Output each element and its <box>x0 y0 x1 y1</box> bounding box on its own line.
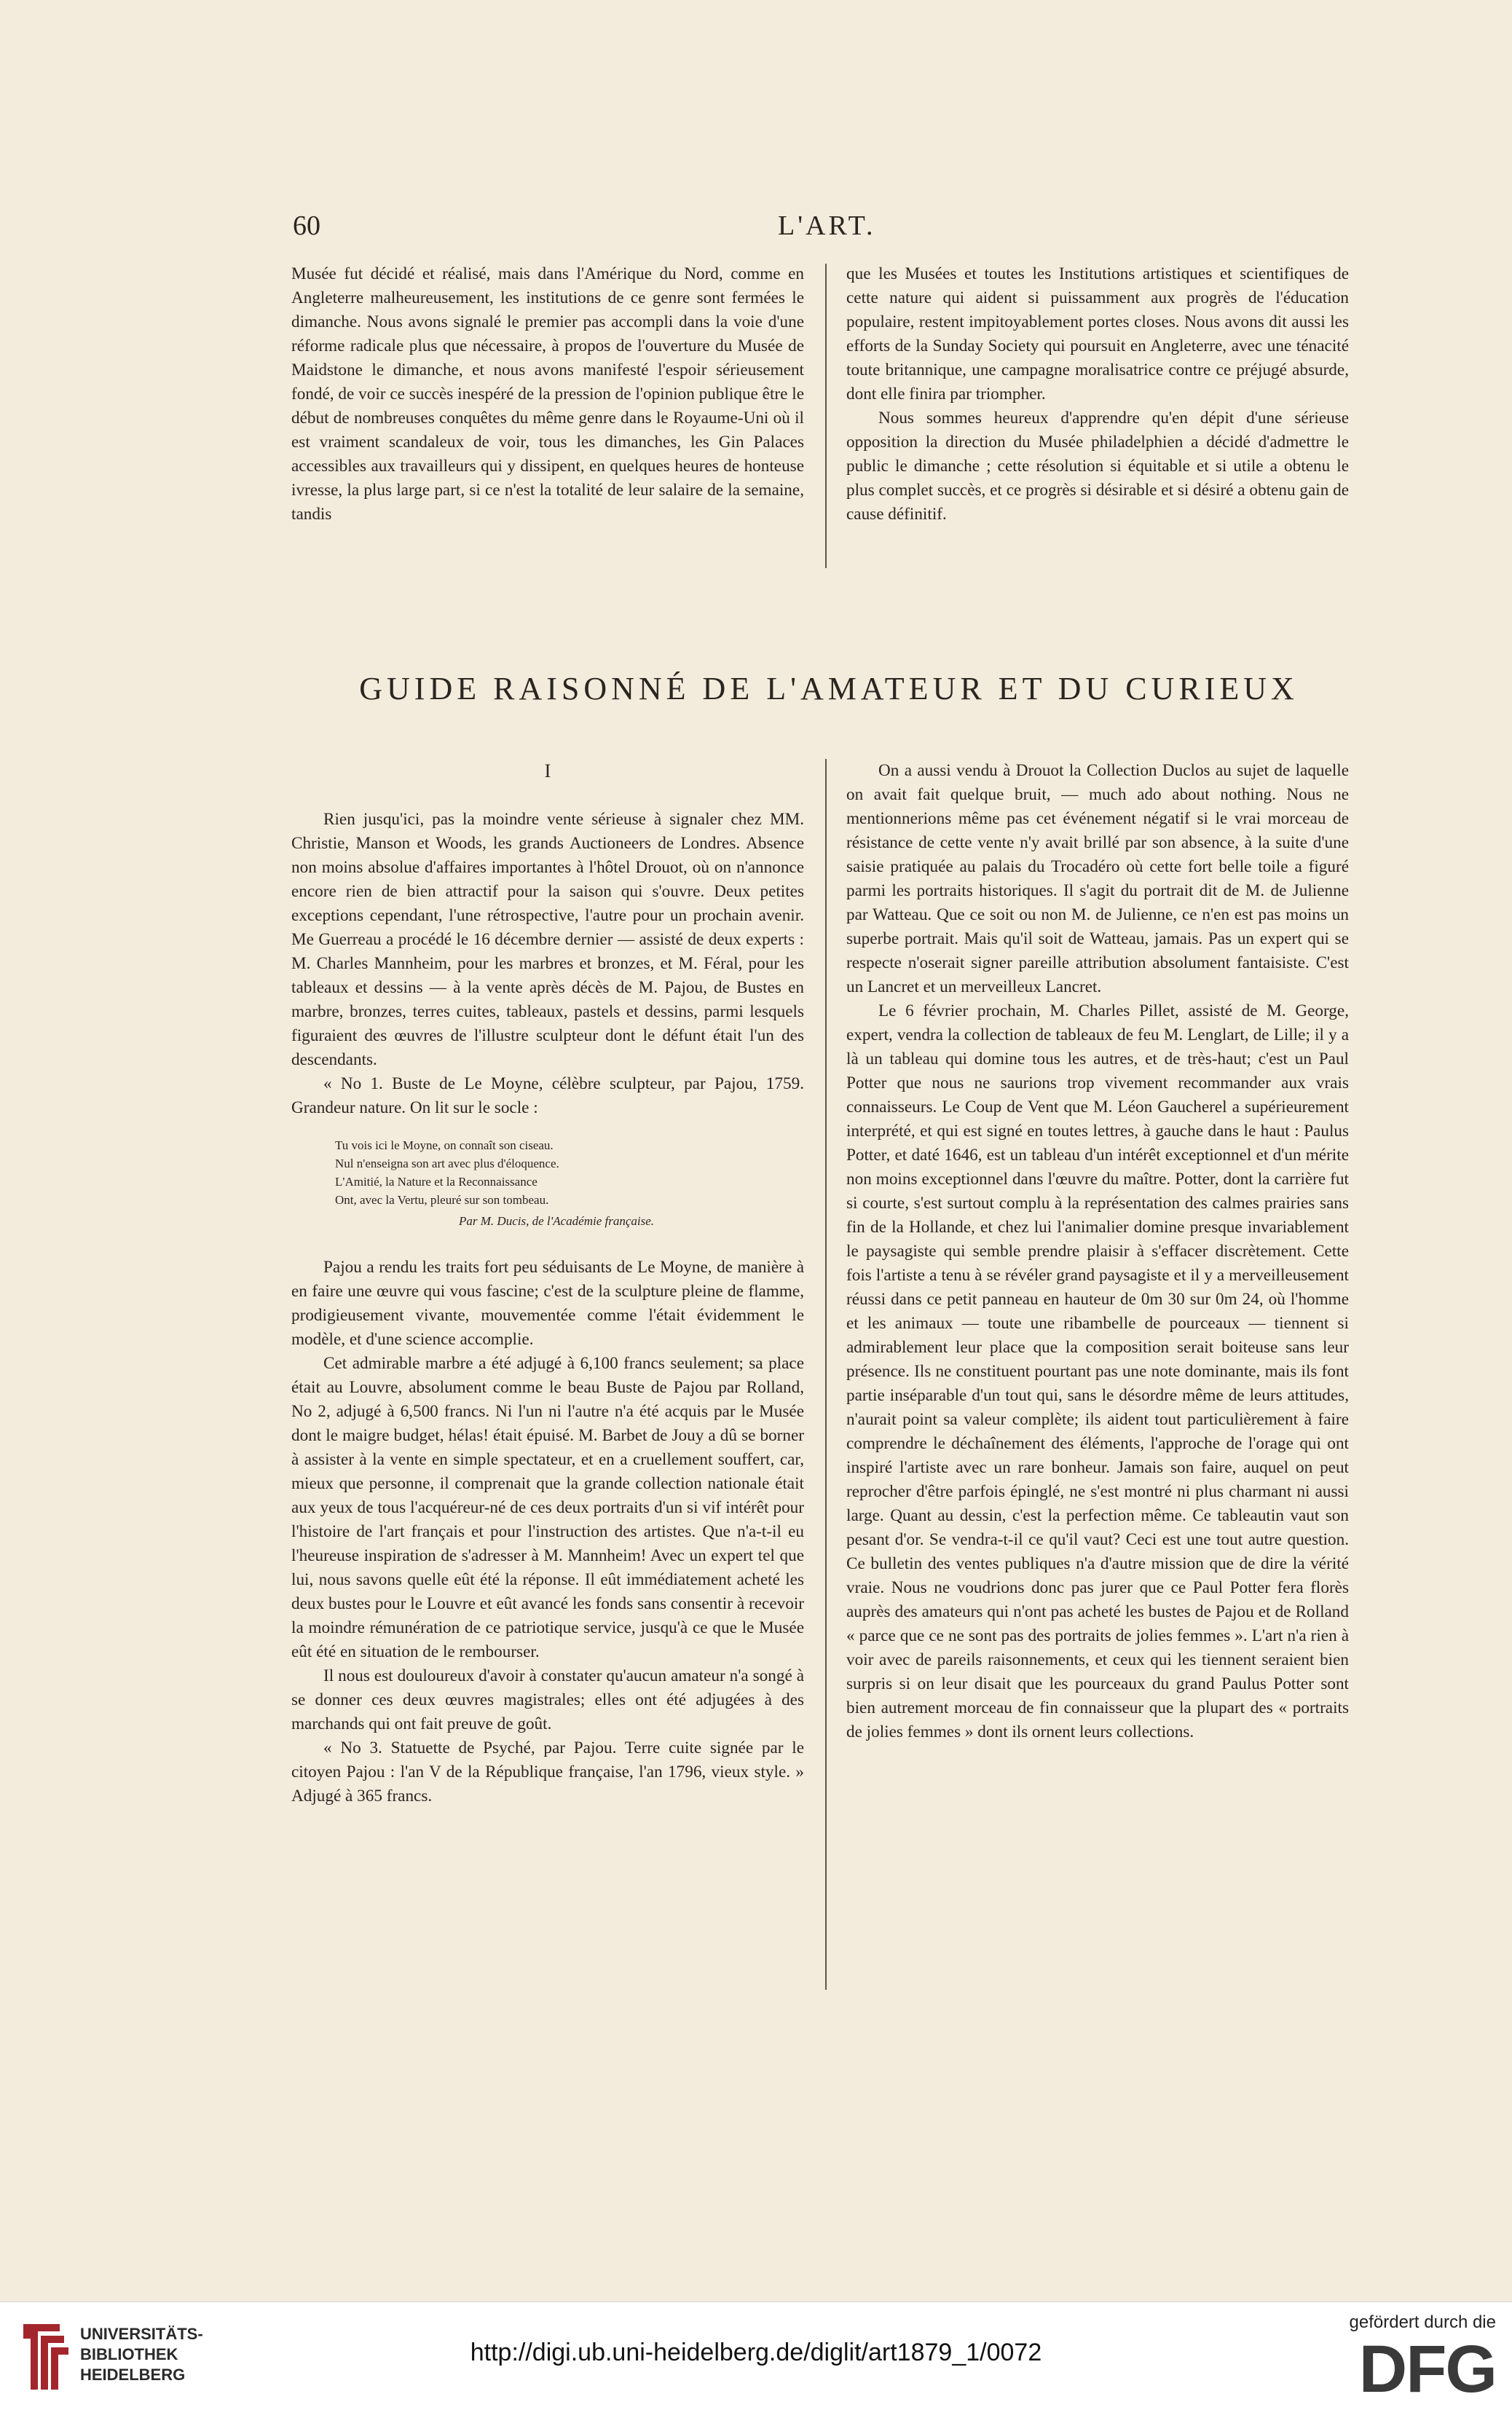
dfg-logo: DFG <box>1358 2332 1496 2406</box>
verse-line: Tu vois ici le Moyne, on connaît son ciseau. <box>335 1138 554 1152</box>
paragraph: Il nous est douloureux d'avoir à constater qu'aucun amateur n'a songé à se donner ces deux œuvres magistrales; elles ont été adjugées à des marchands qui ont fait preuve de goût. <box>291 1666 804 1733</box>
permalink-url[interactable]: http://digi.ub.uni-heidelberg.de/diglit/art1879_1/0072 <box>470 2339 1042 2366</box>
column-rule-top <box>825 264 827 568</box>
article-left-column <box>291 759 804 1808</box>
running-title: L'ART. <box>778 210 876 241</box>
footer-bar <box>0 2301 1512 2410</box>
top-left-column <box>291 262 804 527</box>
section-title: GUIDE RAISONNÉ DE L'AMATEUR ET DU CURIEUX <box>359 671 1299 706</box>
library-name-line: UNIVERSITÄTS- <box>80 2325 203 2343</box>
paragraph: Musée fut décidé et réalisé, mais dans l'Amérique du Nord, comme en Angleterre malheureusement, les institutions de ce genre sont fermées le dimanche. Nous avons signalé le premier pas accompli dans la voie d'une réforme radicale plus que nécessaire, à propos de l'ouverture du Musée de Maidstone le dimanche, et nous avons manifesté l'espoir sérieusement fondé, de voir ce succès inespéré de la pression de l'opinion publique être le début de nombreuses conquêtes du même genre dans le Royaume-Uni où il est vraiment scandaleux de voir, tous les dimanches, les Gin Palaces accessibles aux travailleurs qui y dissipent, en quelques heures de honteuse ivresse, la plus large part, si ce n'est la totalité de leur salaire de la semaine, tandis <box>291 264 804 524</box>
library-name-line: HEIDELBERG <box>80 2366 186 2384</box>
funded-by-label: gefördert durch die <box>1349 2312 1496 2332</box>
verse <box>335 1136 804 1209</box>
verse-line: Nul n'enseigna son art avec plus d'éloquence. <box>335 1157 559 1170</box>
paragraph: Cet admirable marbre a été adjugé à 6,100 francs seulement; sa place était au Louvre, absolument comme le beau Buste de Pajou par Rolland, No 2, adjugé à 6,500 francs. Ni l'un ni l'autre n'a été acquis par le Musée dont le maigre budget, hélas! était épuisé. M. Barbet de Jouy a dû se borner à assister à la vente en simple spectateur, et en a cruellement souffert, car, mieux que personne, il comprenait que la grande collection nationale était aux yeux de tous l'acquéreur-né de ces deux portraits d'un si vif intérêt pour l'histoire de l'art français et pour l'instruction des artistes. Que n'a-t-il eu l'heureuse inspiration de s'adresser à M. Mannheim! Avec un expert tel que lui, nous savons quelle eût été la réponse. Il eût immédiatement acheté les deux bustes pour le Louvre et eût avancé les fonds sans consentir à recevoir la moindre rémunération de ce patriotique service, jusqu'à ce que le Musée eût été en situation de le rembourser. <box>291 1354 804 1661</box>
paragraph: Nous sommes heureux d'apprendre qu'en dépit d'une sérieuse opposition la direction du Musée philadelphien a décidé d'admettre le public le dimanche ; cette résolution si équitable et si utile a obtenu le plus complet succès, et ce progrès si désirable et si désiré a obtenu gain de cause définitif. <box>846 409 1349 524</box>
column-rule-main <box>825 759 827 1990</box>
page-number: 60 <box>293 210 320 241</box>
library-name-line: BIBLIOTHEK <box>80 2345 178 2363</box>
paragraph: « No 1. Buste de Le Moyne, célèbre sculpteur, par Pajou, 1759. Grandeur nature. On lit sur le socle : <box>291 1074 804 1117</box>
paragraph: Pajou a rendu les traits fort peu séduisants de Le Moyne, de manière à en faire une œuvre qui vous fascine; c'est de la sculpture pleine de flamme, prodigieusement vivante, mouvementée comme l'était évidemment le modèle, et d'une science accomplie. <box>291 1258 804 1349</box>
verse-attribution: Par M. Ducis, de l'Académie française. <box>459 1214 655 1228</box>
top-right-column <box>846 262 1349 527</box>
article-right-column <box>846 759 1349 1744</box>
paragraph: Rien jusqu'ici, pas la moindre vente sérieuse à signaler chez MM. Christie, Manson et Woods, les grands Auctioneers de Londres. Absence non moins absolue d'affaires importantes à l'hôtel Drouot, où on n'annonce encore rien de bien attractif pour la saison qui s'ouvre. Deux petites exceptions cependant, l'une rétrospective, l'autre pour un prochain avenir. Me Guerreau a procédé le 16 décembre dernier — assisté de deux experts : M. Charles Mannheim, pour les marbres et bronzes, et M. Féral, pour les tableaux et dessins — à la vente après décès de M. Pajou, de Bustes en marbre, bronzes, terres cuites, tableaux, pastels et dessins, parmi lesquels figuraient des œuvres de l'illustre sculpteur dont le défunt était l'un des descendants. <box>291 810 804 1069</box>
verse-line: L'Amitié, la Nature et la Reconnaissance <box>335 1175 538 1189</box>
verse-line: Ont, avec la Vertu, pleuré sur son tombeau. <box>335 1193 549 1207</box>
paragraph: que les Musées et toutes les Institutions artistiques et scientifiques de cette nature qui aident si puissamment aux progrès de l'éducation populaire, restent impitoyablement portes closes. Nous avons dit aussi les efforts de la Sunday Society qui poursuit en Angleterre, avec une ténacité toute britannique, une campagne moralisatrice contre ce préjugé absurde, dont elle finira par triompher. <box>846 264 1349 403</box>
paragraph: « No 3. Statuette de Psyché, par Pajou. Terre cuite signée par le citoyen Pajou : l'an V de la République française, l'an 1796, vieux style. » Adjugé à 365 francs. <box>291 1738 804 1805</box>
paragraph: On a aussi vendu à Drouot la Collection Duclos au sujet de laquelle on avait fait quelque bruit, — much ado about nothing. Nous ne mentionnerions même pas cet événement négatif si le vrai morceau de résistance de cette vente n'y avait brillé par son absence, à la suite d'une saisie pratiquée au palais du Trocadéro où cette fort belle toile a figuré parmi les portraits historiques. Il s'agit du portrait dit de M. de Julienne par Watteau. Que ce soit ou non M. de Julienne, ce n'en est pas moins un superbe portrait. Mais qu'il soit de Watteau, jamais. Pas un expert qui se respecte n'oserait signer pareille attribution absolument fantaisiste. C'est un Lancret et un merveilleux Lancret. <box>846 761 1349 996</box>
section-number: I <box>544 760 551 781</box>
paragraph: Le 6 février prochain, M. Charles Pillet, assisté de M. George, expert, vendra la collection de tableaux de feu M. Lenglart, de Lille; il y a là un tableau qui domine tous les autres, et de très-haut; c'est un Paul Potter que nous ne saurions trop vivement recommander aux vrais connaisseurs. Le Coup de Vent que M. Léon Gaucherel a supérieurement interprété, et qui est signé en toutes lettres, à gauche dans le haut : Paulus Potter, et daté 1646, est un tableau d'un intérêt exceptionnel et d'un mérite non moins exceptionnel dans l'œuvre du maître. Potter, dont la carrière fut si courte, s'est surtout complu à la représentation des calmes prairies sans fin de la Hollande, et chez lui l'animalier domine presque invariablement le paysagiste qui semble prendre plaisir à s'effacer discrètement. Cette fois l'artiste a tenu à se révéler grand paysagiste et il y a merveilleusement réussi dans ce petit panneau en hauteur de 0m 30 sur 0m 24, où l'homme et les animaux — toute une ribambelle de pourceaux — tiennent si admirablement leur place que la composition serait boiteuse sans leur présence. Ils ne constituent pourtant pas une note dominante, mais ils font partie inséparable d'un tout qui, sans le désordre même de leurs attitudes, n'aurait point sa valeur complète; ils aident tout particulièrement à faire comprendre le déchaînement des éléments, l'approche de l'orage qui ont inspiré l'artiste avec un rare bonheur. Jamais son faire, auquel on peut reprocher d'être parfois épinglé, ne s'est montré ni plus charmant ni aussi large. Quant au dessin, c'est la perfection même. Ce tableautin vaut son pesant d'or. Se vendra-t-il ce qu'il vaut? Ceci est une tout autre question. Ce bulletin des ventes publiques n'a d'autre mission que de dire la vérité vraie. Nous ne voudrions donc pas jurer que ce Paul Potter fera florès auprès des amateurs qui n'ont pas acheté les bustes de Pajou et de Rolland « parce que ce ne sont pas des portraits de jolies femmes ». L'art n'a rien à voir avec de pareils raisonnements, et ceux qui les tiennent seraient bien surpris si on leur disait que les pourceaux du grand Paulus Potter sont bien autrement morceau de fin connaisseur que la plupart des « portraits de jolies femmes » dont ils ornent leurs collections. <box>846 1001 1349 1741</box>
